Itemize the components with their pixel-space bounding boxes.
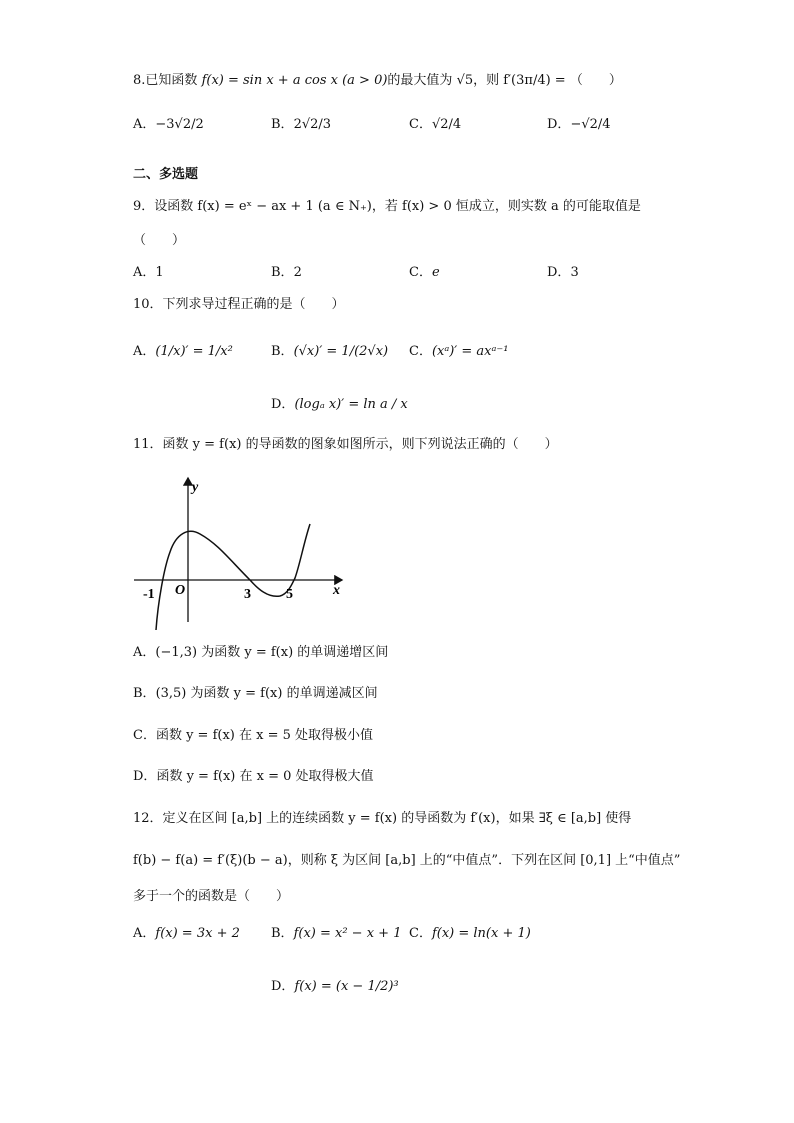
option-label: B．	[271, 926, 294, 941]
option-value: 2√2/3	[293, 117, 332, 132]
tick-label-neg1: -1	[143, 587, 155, 602]
q8-ask: f′(3π/4) = （ ）	[503, 73, 622, 88]
q10-option-c	[409, 343, 508, 361]
option-label: C．	[409, 117, 432, 132]
option-label: D．	[547, 117, 571, 132]
x-axis-label: x	[333, 583, 340, 598]
option-value: √2/4	[431, 117, 462, 132]
option-label: C．	[409, 344, 432, 359]
q10-stem-text: 下列求导过程正确的是（ ）	[162, 297, 345, 312]
option-label: A．	[133, 926, 156, 941]
q9-option-b	[271, 264, 302, 282]
option-label: D．	[133, 769, 157, 784]
option-value: 函数 y = f(x) 在 x = 5 处取得极小值	[155, 728, 374, 743]
q8-stem-pre: 已知函数	[145, 73, 198, 88]
q9-option-c	[409, 264, 440, 282]
q8-stem-mid: 的最大值为	[387, 73, 453, 88]
option-label: D．	[271, 979, 295, 994]
q10-option-a	[133, 343, 233, 361]
option-value: (−1,3) 为函数 y = f(x) 的单调递增区间	[155, 645, 389, 660]
q9-option-d	[547, 264, 579, 282]
q10-number: 10．	[133, 297, 163, 312]
q9-option-a	[133, 264, 164, 282]
q8-number: 8.	[133, 73, 146, 88]
option-label: A．	[133, 265, 156, 280]
q9-paren: （ ）	[133, 233, 186, 248]
option-value: e	[431, 265, 440, 280]
tick-label-5: 5	[286, 587, 293, 602]
option-value: −√2/4	[570, 117, 611, 132]
option-value: 1	[155, 265, 164, 280]
option-label: A．	[133, 645, 156, 660]
q12-option-c	[409, 925, 531, 943]
q11-option-b	[133, 685, 378, 703]
option-value: f(x) = (x − 1/2)³	[294, 979, 399, 994]
q11-number: 11．	[133, 437, 163, 452]
q12-line1	[133, 810, 631, 828]
q8-max-value: √5	[456, 73, 474, 88]
option-label: B．	[271, 117, 294, 132]
q9-stem	[133, 198, 641, 216]
q10-stem	[133, 296, 345, 314]
q11-option-d	[133, 768, 374, 786]
option-label: C．	[133, 728, 156, 743]
q8-option-d	[547, 116, 611, 134]
q12-line3: 多于一个的函数是（ ）	[133, 889, 290, 904]
q9-stem-text: 设函数 f(x) = eˣ − ax + 1 (a ∈ N₊)，若 f(x) > 0 恒成立，则实数 a 的可能取值是	[154, 199, 641, 214]
q8-option-b	[271, 116, 331, 134]
option-label: A．	[133, 117, 156, 132]
option-label: C．	[409, 265, 432, 280]
option-label: A．	[133, 344, 156, 359]
option-label: B．	[271, 265, 294, 280]
q10-option-d	[271, 396, 408, 414]
q12-option-a	[133, 925, 240, 943]
q11-derivative-graph	[130, 472, 350, 632]
q8-option-c	[409, 116, 461, 134]
option-label: C．	[409, 926, 432, 941]
y-axis-label: y	[192, 480, 199, 495]
option-label: D．	[271, 397, 295, 412]
option-value: f(x) = 3x + 2	[155, 926, 240, 941]
q8-stem	[133, 72, 622, 90]
option-value: (logₐ x)′ = ln a / x	[294, 397, 408, 412]
option-value: (1/x)′ = 1/x²	[155, 344, 233, 359]
option-value: −3√2/2	[155, 117, 204, 132]
option-value: 2	[293, 265, 302, 280]
q8-func: f(x) = sin x + a cos x (a > 0)	[201, 73, 388, 88]
option-value: f(x) = x² − x + 1	[293, 926, 402, 941]
q8-option-a	[133, 116, 204, 134]
q9-number: 9．	[133, 199, 155, 214]
q10-option-b	[271, 343, 388, 361]
q11-stem-text: 函数 y = f(x) 的导函数的图象如图所示，则下列说法正确的（ ）	[162, 437, 558, 452]
q12-option-d	[271, 978, 399, 996]
q11-stem	[133, 436, 558, 454]
option-value: (xᵃ)′ = axᵃ⁻¹	[431, 344, 509, 359]
derivative-curve	[156, 524, 310, 630]
origin-label: O	[175, 583, 186, 598]
q8-stem-then: ，则	[473, 73, 500, 88]
option-value: f(x) = ln(x + 1)	[431, 926, 531, 941]
q12-line2: f(b) − f(a) = f′(ξ)(b − a)，则称 ξ 为区间 [a,b] 上的“中值点”．下列在区间 [0,1] 上“中值点”	[133, 853, 681, 868]
q11-option-c	[133, 727, 373, 745]
option-value: 3	[570, 265, 579, 280]
option-value: (3,5) 为函数 y = f(x) 的单调递减区间	[155, 686, 378, 701]
tick-label-3: 3	[244, 587, 251, 602]
q12-line1-text: 定义在区间 [a,b] 上的连续函数 y = f(x) 的导函数为 f′(x)，如果 ∃ξ ∈ [a,b] 使得	[162, 811, 632, 826]
option-value: (√x)′ = 1/(2√x)	[293, 344, 389, 359]
q12-number: 12．	[133, 811, 163, 826]
option-label: B．	[133, 686, 156, 701]
section-title: 二、多选题	[133, 167, 199, 182]
q11-option-a	[133, 644, 388, 662]
option-label: B．	[271, 344, 294, 359]
option-label: D．	[547, 265, 571, 280]
option-value: 函数 y = f(x) 在 x = 0 处取得极大值	[156, 769, 374, 784]
q12-option-b	[271, 925, 401, 943]
